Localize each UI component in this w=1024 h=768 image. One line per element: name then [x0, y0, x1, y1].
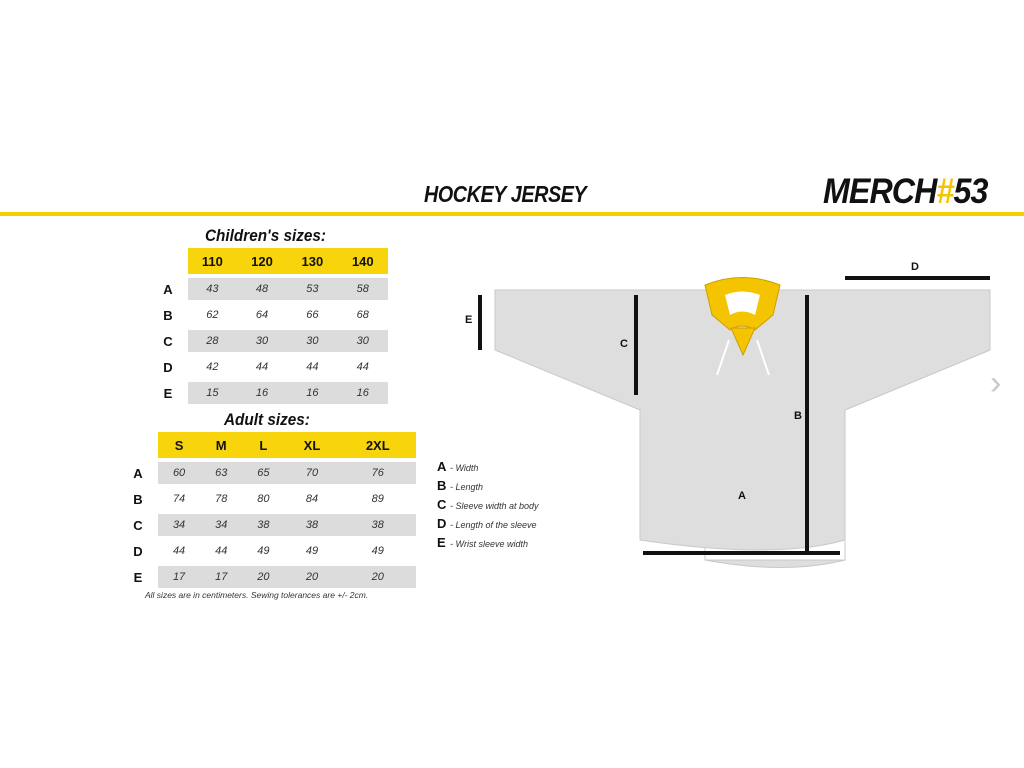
- legend-letter: B: [437, 478, 447, 493]
- brand-logo: [823, 172, 987, 212]
- column-header: 110: [188, 248, 237, 274]
- legend-text: - Width: [450, 463, 479, 473]
- jersey-diagram: [455, 250, 1000, 570]
- table-cell: 78: [200, 488, 242, 510]
- table-cell: 49: [242, 540, 284, 562]
- legend-letter: D: [437, 516, 447, 531]
- table-row: [118, 566, 416, 588]
- column-header: L: [242, 432, 284, 458]
- table-cell: 17: [158, 566, 200, 588]
- legend-text: - Sleeve width at body: [450, 501, 539, 511]
- table-cell: 60: [158, 462, 200, 484]
- children-sizes-heading: Children's sizes:: [205, 226, 326, 245]
- row-label: B: [118, 488, 158, 510]
- table-cell: 34: [158, 514, 200, 536]
- column-header: M: [200, 432, 242, 458]
- measurement-note: All sizes are in centimeters. Sewing tolerances are +/- 2cm.: [145, 590, 369, 600]
- corner-cell: [148, 248, 188, 274]
- table-cell: 89: [340, 488, 416, 510]
- row-label: E: [118, 566, 158, 588]
- table-cell: 58: [338, 278, 388, 300]
- table-cell: 43: [188, 278, 237, 300]
- row-label: D: [148, 356, 188, 378]
- table-cell: 44: [200, 540, 242, 562]
- table-cell: 28: [188, 330, 237, 352]
- diagram-label-e: E: [465, 314, 473, 326]
- table-cell: 63: [200, 462, 242, 484]
- column-header: 140: [338, 248, 388, 274]
- table-cell: 30: [338, 330, 388, 352]
- table-row: [148, 356, 388, 378]
- row-label: B: [148, 304, 188, 326]
- legend-text: - Length of the sleeve: [450, 520, 537, 530]
- legend-letter: C: [437, 497, 447, 512]
- table-cell: 49: [340, 540, 416, 562]
- page-title: HOCKEY JERSEY: [424, 181, 587, 207]
- chevron-right-icon[interactable]: ›: [990, 364, 1002, 402]
- legend-text: - Length: [450, 482, 484, 492]
- adult-size-table: [118, 428, 416, 592]
- brand-part2: 53: [953, 172, 988, 211]
- adult-sizes-heading: Adult sizes:: [224, 410, 310, 429]
- diagram-label-c: C: [620, 338, 628, 350]
- table-cell: 34: [200, 514, 242, 536]
- diagram-label-a: A: [738, 490, 746, 502]
- children-header-row: [148, 248, 388, 274]
- row-label: A: [148, 278, 188, 300]
- row-label: C: [148, 330, 188, 352]
- column-header: S: [158, 432, 200, 458]
- table-row: [148, 382, 388, 404]
- table-cell: 53: [287, 278, 337, 300]
- table-cell: 38: [284, 514, 339, 536]
- table-cell: 66: [287, 304, 337, 326]
- table-row: [118, 514, 416, 536]
- table-cell: 38: [242, 514, 284, 536]
- table-cell: 38: [340, 514, 416, 536]
- table-cell: 76: [340, 462, 416, 484]
- table-cell: 44: [338, 356, 388, 378]
- table-cell: 44: [287, 356, 337, 378]
- legend-letter: E: [437, 535, 446, 550]
- header-rule: [0, 212, 1024, 216]
- table-cell: 70: [284, 462, 339, 484]
- table-cell: 62: [188, 304, 237, 326]
- table-row: [148, 278, 388, 300]
- table-cell: 44: [237, 356, 287, 378]
- table-cell: 17: [200, 566, 242, 588]
- row-label: A: [118, 462, 158, 484]
- table-cell: 30: [287, 330, 337, 352]
- table-cell: 48: [237, 278, 287, 300]
- table-cell: 65: [242, 462, 284, 484]
- legend-text: - Wrist sleeve width: [450, 539, 529, 549]
- table-row: [118, 540, 416, 562]
- table-cell: 16: [287, 382, 337, 404]
- brand-hash: #: [936, 172, 954, 211]
- table-cell: 16: [237, 382, 287, 404]
- corner-cell: [118, 432, 158, 458]
- diagram-label-d: D: [911, 261, 919, 273]
- table-cell: 42: [188, 356, 237, 378]
- table-cell: 84: [284, 488, 339, 510]
- column-header: XL: [284, 432, 339, 458]
- row-label: C: [118, 514, 158, 536]
- table-row: [118, 462, 416, 484]
- table-cell: 30: [237, 330, 287, 352]
- table-cell: 20: [340, 566, 416, 588]
- adult-header-row: [118, 432, 416, 458]
- column-header: 130: [287, 248, 337, 274]
- diagram-label-b: B: [794, 410, 802, 422]
- table-row: [148, 304, 388, 326]
- children-size-table: [148, 244, 388, 408]
- column-header: 120: [237, 248, 287, 274]
- collar-inner: [725, 292, 760, 316]
- row-label: E: [148, 382, 188, 404]
- column-header: 2XL: [340, 432, 416, 458]
- legend-letter: A: [437, 459, 447, 474]
- table-cell: 74: [158, 488, 200, 510]
- table-cell: 68: [338, 304, 388, 326]
- table-cell: 64: [237, 304, 287, 326]
- table-cell: 20: [284, 566, 339, 588]
- brand-part1: MERCH: [823, 172, 937, 211]
- table-cell: 15: [188, 382, 237, 404]
- table-cell: 20: [242, 566, 284, 588]
- table-cell: 49: [284, 540, 339, 562]
- table-cell: 80: [242, 488, 284, 510]
- table-cell: 16: [338, 382, 388, 404]
- row-label: D: [118, 540, 158, 562]
- table-row: [148, 330, 388, 352]
- table-cell: 44: [158, 540, 200, 562]
- table-row: [118, 488, 416, 510]
